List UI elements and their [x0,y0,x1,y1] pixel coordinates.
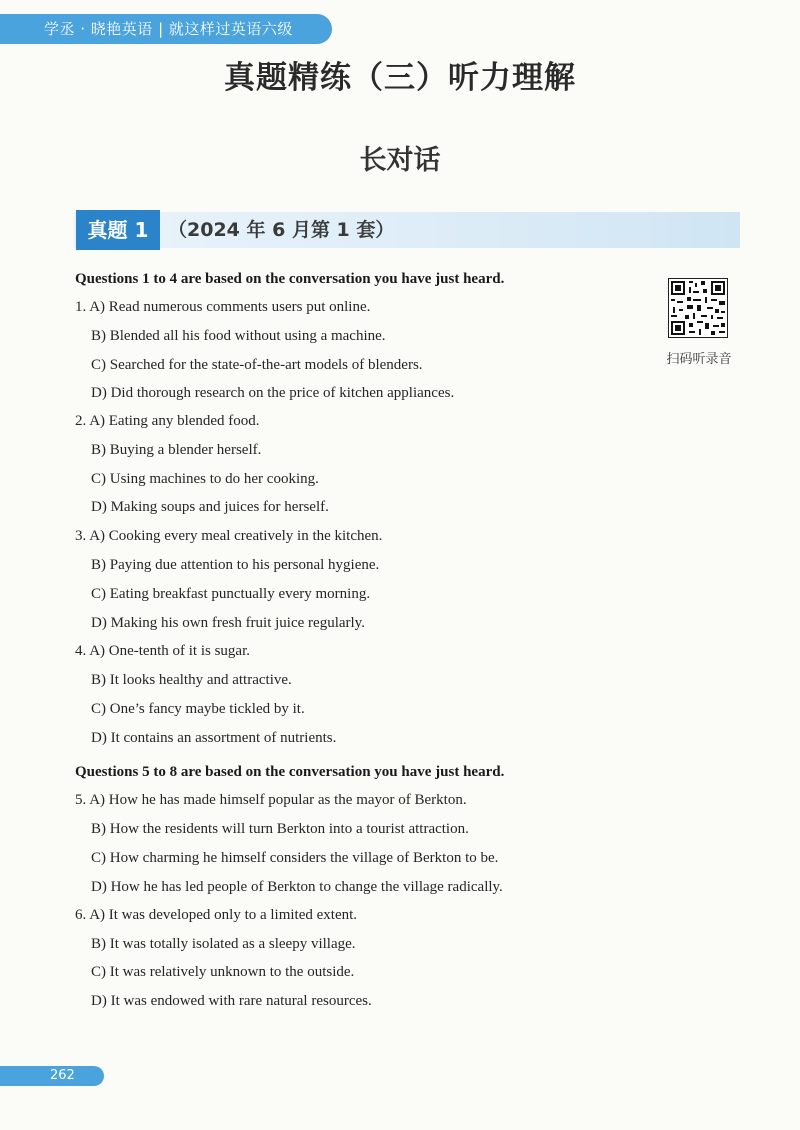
answer-option: A) Eating any blended food. [89,413,260,429]
list-item [75,792,467,809]
question-number: 2. [75,413,87,429]
answer-option: D) It contains an assortment of nutrients. [91,730,337,746]
answer-option: C) How charming he himself considers the village of Berkton to be. [91,850,499,866]
qr-code-icon[interactable] [668,278,728,338]
answer-option: C) Searched for the state-of-the-art models of blenders. [91,357,423,373]
list-item [75,643,250,660]
section-label: 真题 1 [76,210,160,250]
answer-option: B) Buying a blender herself. [91,442,262,458]
answer-option: C) Eating breakfast punctually every morning. [91,586,371,602]
section-subtitle: 长对话 [359,145,441,176]
question-number: 3. [75,528,87,544]
question-number: 6. [75,907,87,923]
question-group-title: Questions 1 to 4 are based on the conversation you have just heard. [75,271,505,287]
answer-option: A) How he has made himself popular as the mayor of Berkton. [89,792,467,808]
question-number: 1. [75,299,87,315]
answer-option: D) How he has led people of Berkton to change the village radically. [91,879,503,895]
answer-option: D) Making soups and juices for herself. [91,499,329,515]
question-number: 4. [75,643,87,659]
answer-option: A) One-tenth of it is sugar. [89,643,250,659]
answer-option: C) It was relatively unknown to the outside. [91,964,355,980]
answer-option: C) Using machines to do her cooking. [91,471,319,487]
answer-option: C) One’s fancy maybe tickled by it. [91,701,305,717]
list-item [75,413,260,430]
answer-option: D) It was endowed with rare natural resources. [91,993,372,1009]
answer-option: A) Cooking every meal creatively in the kitchen. [89,528,383,544]
section-source: （2024 年 6 月第 1 套） [168,219,395,241]
list-item [75,299,370,316]
book-series-header: 学丞 · 晓艳英语 | 就这样过英语六级 [0,14,332,44]
question-number: 5. [75,792,87,808]
answer-option: B) It looks healthy and attractive. [91,672,292,688]
answer-option: D) Did thorough research on the price of kitchen appliances. [91,385,455,401]
answer-option: B) Blended all his food without using a machine. [91,328,386,344]
answer-option: B) How the residents will turn Berkton into a tourist attraction. [91,821,469,837]
answer-option: D) Making his own fresh fruit juice regularly. [91,615,365,631]
list-item [75,528,382,545]
answer-option: B) Paying due attention to his personal hygiene. [91,557,380,573]
page-number: 262 [0,1066,104,1086]
qr-caption: 扫码听录音 [666,352,732,367]
list-item [75,907,357,924]
answer-option: B) It was totally isolated as a sleepy village. [91,936,356,952]
answer-option: A) It was developed only to a limited extent. [89,907,358,923]
question-group-title: Questions 5 to 8 are based on the conversation you have just heard. [75,764,505,780]
answer-option: A) Read numerous comments users put online. [89,299,371,315]
page-title: 真题精练（三）听力理解 [224,60,576,96]
